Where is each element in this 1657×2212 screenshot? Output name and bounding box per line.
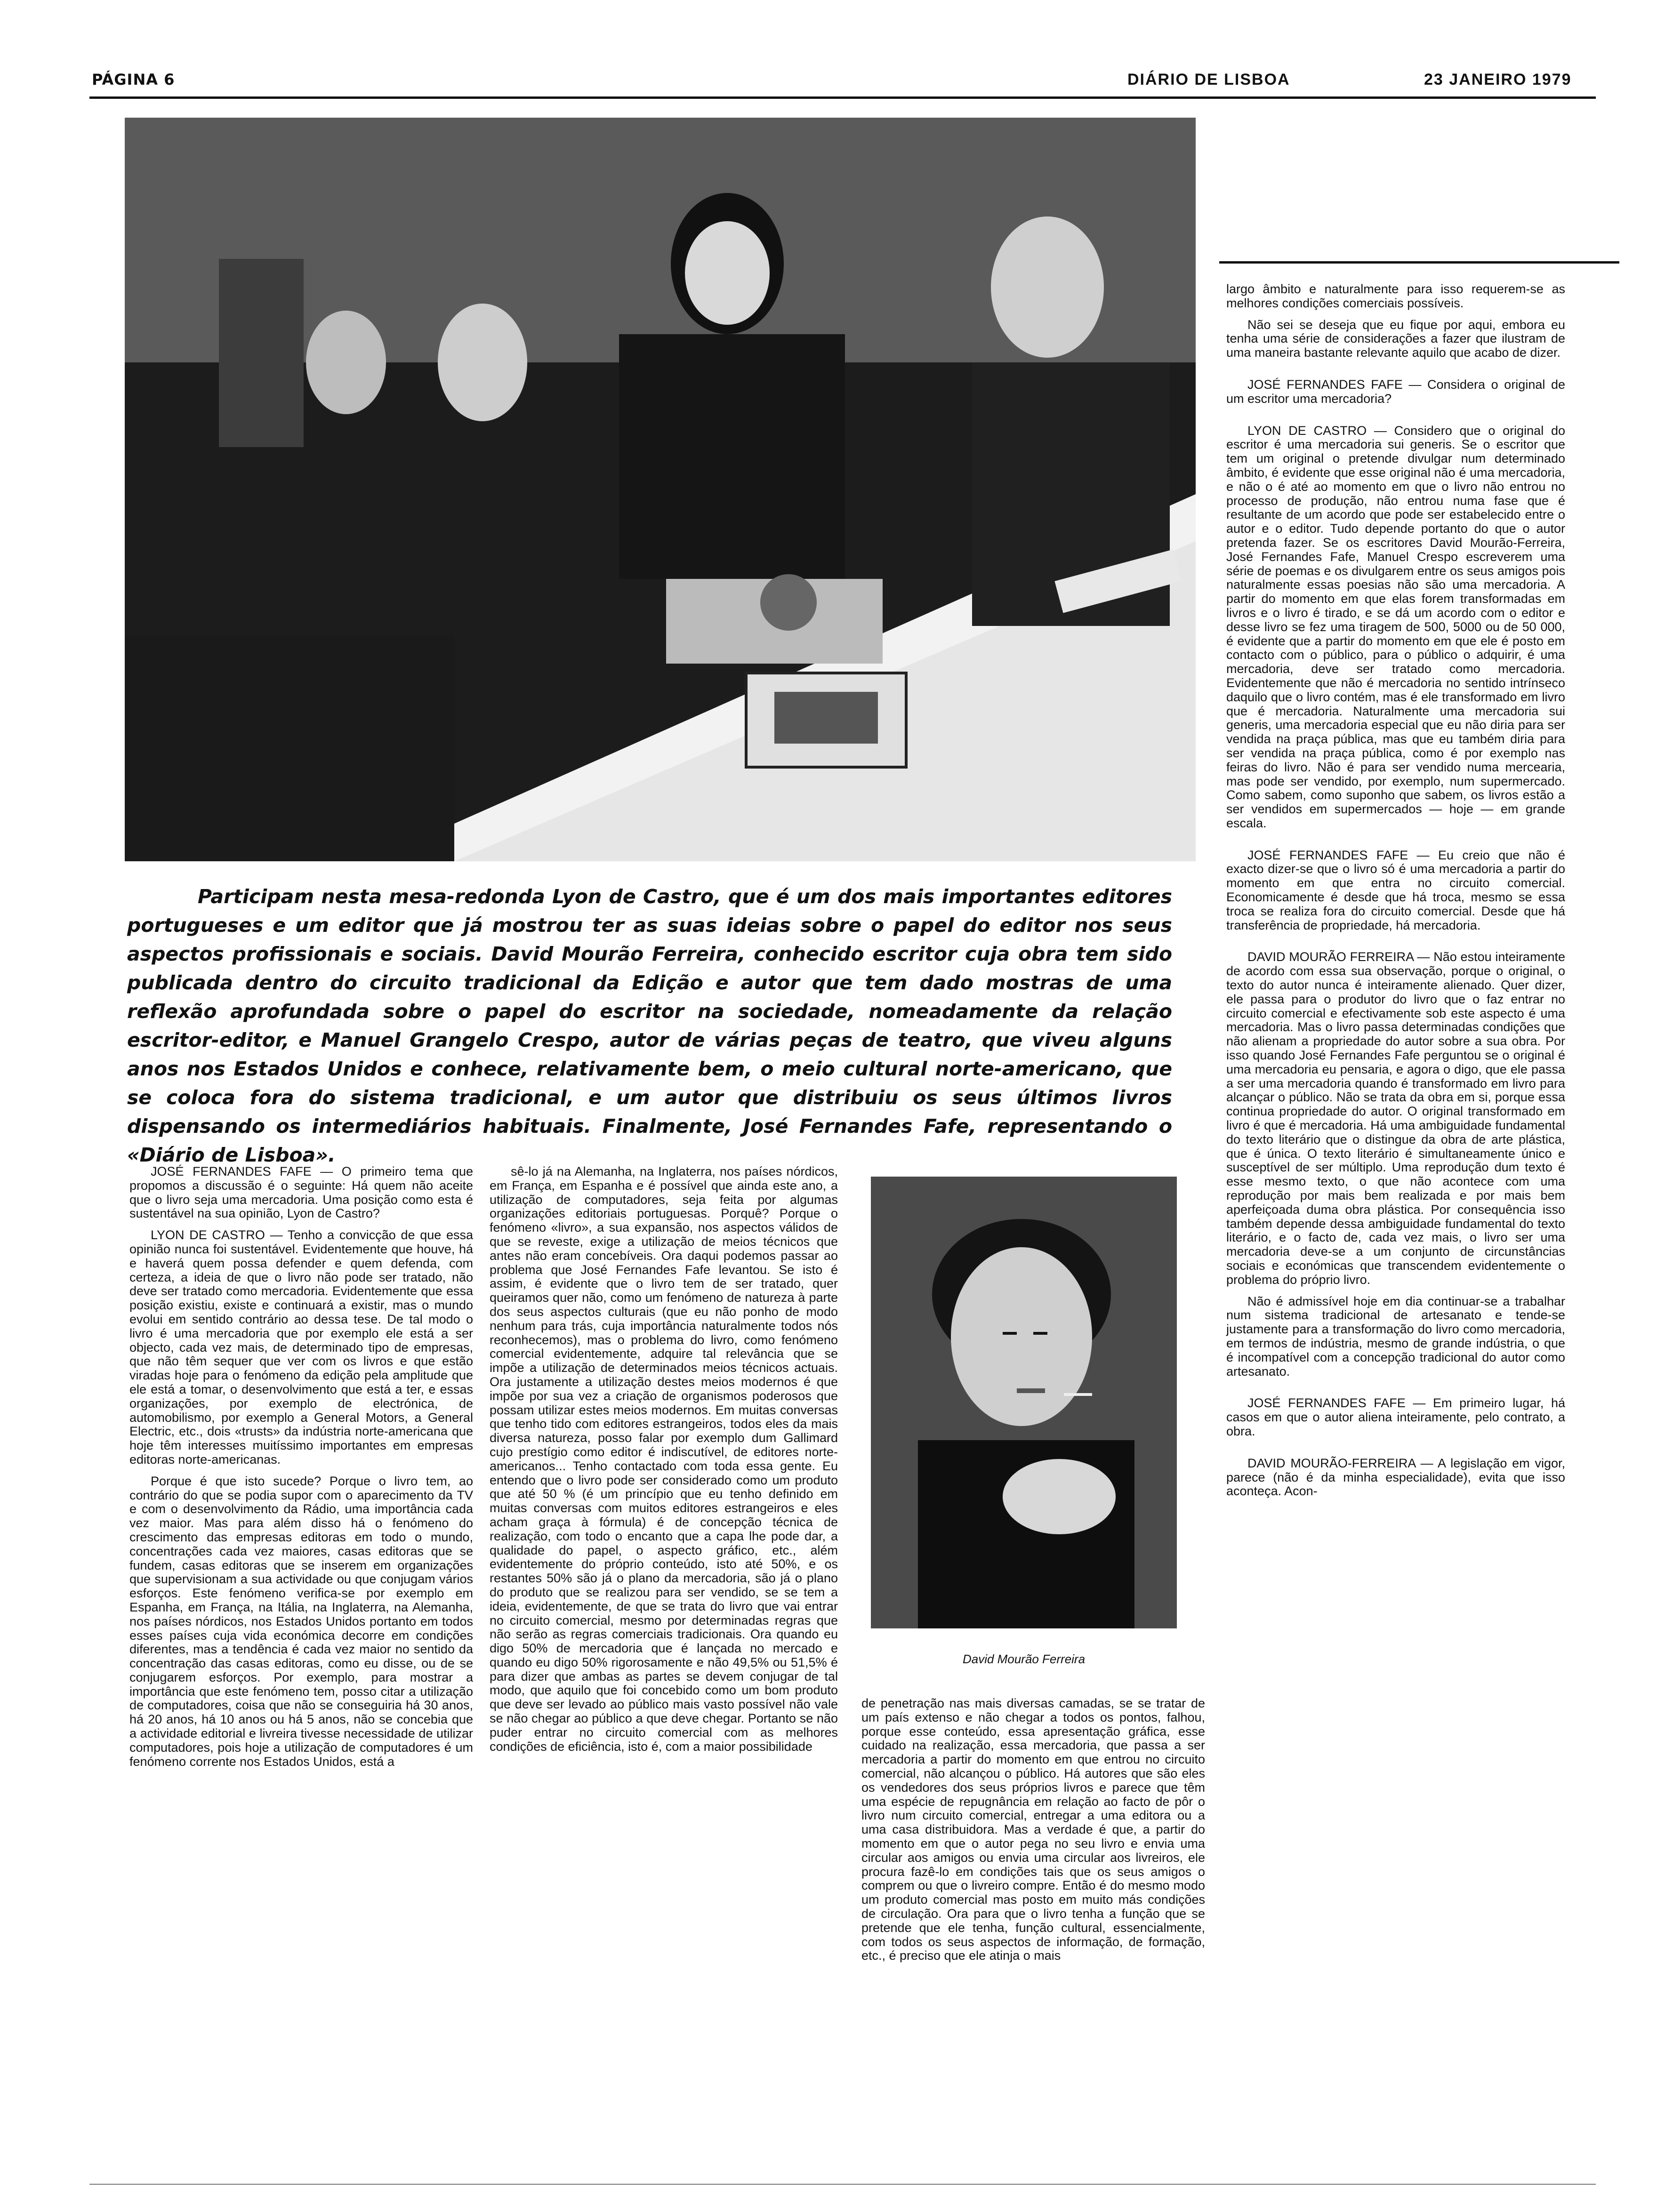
- article-column-2: [490, 1165, 838, 1761]
- article-column-1: [129, 1165, 473, 1776]
- portrait-caption: David Mourão Ferreira: [962, 1652, 1086, 1666]
- paragraph: JOSÉ FERNANDES FAFE — Em primeiro lugar, há casos em que o autor aliena inteiramente, pelo contrato, a obra.: [1226, 1396, 1565, 1438]
- paragraph: LYON DE CASTRO — Tenho a convicção de que essa opinião nunca foi sustentável. Evidentemente que houve, há e haverá quem possa defender e quem defenda, com certeza, a ideia de que o livro não pode ser tratado, não deve ser tratado como mercadoria. Evidentemente que essa posição existiu, existe e continuará a existir, mas o mundo evolui em sentido contrário ao dessa tese. De tal modo o livro é uma mercadoria que por exemplo ele está a ser objecto, cada vez mais, de determinado tipo de empresas, que não têm sequer que ver com os livros e que estão viradas hoje para o fenómeno da edição pela amplitude que ele está a tomar, o desenvolvimento que está a ter, e essas organizações, por exemplo de electrónica, de automobilismo, por exemplo a General Motors, a General Electric, etc., dois «trusts» da indústria norte-americana que hoje têm interesses muitíssimo importantes em empresas editoras norte-americanas.: [129, 1228, 473, 1467]
- paragraph: JOSÉ FERNANDES FAFE — O primeiro tema que propomos a discussão é o seguinte: Há quem não aceite que o livro seja uma mercadoria. Uma posição como esta é sustentável na sua opinião, Lyon de Castro?: [129, 1164, 473, 1221]
- paragraph: JOSÉ FERNANDES FAFE — Eu creio que não é exacto dizer-se que o livro só é uma mercadoria a partir do momento em que entra no circuito comercial. Economicamente é desde que há troca, mesmo se essa troca se realiza fora do circuito comercial. Desde que há transferência de propriedade, há mercadoria.: [1226, 848, 1565, 932]
- paragraph: LYON DE CASTRO — Considero que o original do escritor é uma mercadoria sui generis. Se o escritor que tem um original o pretende divulgar num determinado âmbito, é evidente que esse original não é uma mercadoria, e não o é até ao momento em que o livro não entrou no processo de produção, não entrou numa fase que é resultante de um acordo que pode ser estabelecido entre o autor e o editor. Tudo depende portanto do que o autor pretenda fazer. Se os escritores David Mourão-Ferreira, José Fernandes Fafe, Manuel Crespo escreverem uma série de poemas e os divulgarem entre os seus amigos pois naturalmente essas poesias não são uma mercadoria. A partir do momento em que elas forem transformadas em livros e o livro é tirado, e se dá um acordo com o editor e desse livro se fez uma tiragem de 500, 5000 ou de 50 000, é evidente que a partir do momento em que ele é posto em contacto com o público, para o público o adquirir, é uma mercadoria, deve ser tratado como mercadoria. Evidentemente que não é mercadoria no sentido intrínseco daquilo que o livro contém, mas é ele transformado em livro que é mercadoria. Naturalmente uma mercadoria sui generis, uma mercadoria especial que eu não diria para ser vendida na praça pública, mas que eu também diria para ser vendida na praça pública, como é por exemplo nas feiras do livro. Não é para ser vendido numa mercearia, mas pode ser vendido, por exemplo, num supermercado. Como sabem, como suponho que sabem, os livros estão a ser vendidos em supermercados — hoje — em grande escala.: [1226, 423, 1565, 830]
- article-column-3: [861, 1697, 1205, 1971]
- lead-text: Participam nesta mesa-redonda Lyon de Castro, que é um dos mais importantes editores portugueses e um editor que já mostrou ter as suas ideias sobre o papel do editor nos seus aspectos profissionais e sociais. David Mourão Ferreira, conhecido escritor cuja obra tem sido publicada dentro do circuito tradicional da Edição e autor que tem dado mostras de uma reflexão aprofundada sobre o papel do escritor na sociedade, nomeadamente da relação escritor-editor, e Manuel Grangelo Crespo, autor de várias peças de teatro, que viveu alguns anos nos Estados Unidos e conhece, relativamente bem, o meio cultural norte-americano, que se coloca fora do sistema tradicional, e um autor que distribuiu os seus últimos livros dispensando os intermediários habituais. Finalmente, José Fernandes Fafe, representando o «Diário de Lisboa».: [127, 885, 1172, 1166]
- paragraph: Não sei se deseja que eu fique por aqui, embora eu tenha uma série de considerações a fazer que ilustram de uma maneira bastante relevante aquilo que acabo de dizer.: [1226, 317, 1565, 360]
- paragraph: largo âmbito e naturalmente para isso requerem-se as melhores condições comerciais possíveis.: [1226, 282, 1565, 310]
- article-column-4: [1226, 282, 1565, 1506]
- page-number: PÁGINA 6: [92, 71, 175, 88]
- column-top-rule: [1219, 261, 1619, 264]
- header-rule: [89, 96, 1596, 99]
- paragraph: Não é admissível hoje em dia continuar-se a trabalhar num sistema tradicional de artesanato e tende-se justamente para a transformação do livro como mercadoria, em termos de indústria, mesmo de grande indústria, o que é incompatível com a concepção tradicional do autor como artesanato.: [1226, 1294, 1565, 1378]
- paragraph: DAVID MOURÃO FERREIRA — Não estou inteiramente de acordo com essa sua observação, porque o original, o texto do autor nunca é inteiramente alienado. Quer dizer, ele passa para o produtor do livro que o faz entrar no circuito comercial e efectivamente sob este aspecto é uma mercadoria. Mas o livro passa determinadas condições que não alienam a propriedade do autor sobre a sua obra. Por isso quando José Fernandes Fafe perguntou se o original é uma mercadoria eu pensaria, e agora o digo, que ele passa a ser uma mercadoria quando é transformado em livro para alcançar o público. Não se trata da obra em si, porque essa continua propriedade do autor. O original transformado em livro é que é mercadoria. Há uma ambiguidade fundamental do texto literário que o distingue da obra de arte plástica, que é única. O texto literário é simultaneamente único e susceptível de ser múltiplo. Uma reprodução dum texto é esse mesmo texto, o que não acontece com uma reprodução por mais bem realizada e por mais bem aperfeiçoada duma obra plástica. Por consequência isso também depende dessa ambiguidade fundamental do texto literário, e o facto de, cada vez mais, o livro ser uma mercadoria deve-se a um conjunto de circunstâncias sociais e económicas que transcendem evidentemente o problema do próprio livro.: [1226, 950, 1565, 1287]
- portrait-photo: [871, 1177, 1177, 1628]
- paragraph: Porque é que isto sucede? Porque o livro tem, ao contrário do que se podia supor com o aparecimento da TV e com o desenvolvimento da Rádio, uma importância cada vez maior. Mas para além disso há o fenómeno do crescimento das empresas editoras em todo o mundo, concentrações cada vez maiores, casas editoras que se fundem, casas editoras que se inserem em organizações que supervisionam a sua actividade ou que conjugam vários esforços. Este fenómeno verifica-se por exemplo em Espanha, em França, na Itália, na Inglaterra, na Alemanha, nos países nórdicos, nos Estados Unidos portanto em todos esses países cuja vida económica decorre em condições diferentes, mas a tendência é cada vez maior no sentido da concentração das casas editoras, como eu disse, ou de se conjugarem esforços. Por exemplo, para mostrar a importância que este fenómeno tem, posso citar a utilização de computadores, coisa que não se conseguiria há 30 anos, há 20 anos, há 10 anos ou há 5 anos, não se concebia que a actividade editorial e livreira tivesse necessidade de utilizar computadores, pois hoje a utilização de computadores é um fenómeno corrente nos Estados Unidos, está a: [129, 1474, 473, 1769]
- roundtable-photo-icon: [125, 118, 1196, 861]
- footer-rule: [89, 2184, 1596, 2185]
- paragraph: de penetração nas mais diversas camadas, se se tratar de um país extenso e não chegar a todos os pontos, falhou, porque esse conteúdo, essa apresentação gráfica, esse cuidado na realização, essa mercadoria, que passa a ser mercadoria a partir do momento em que entrou no circuito comercial, não alcançou o público. Há autores que são eles os vendedores dos seus próprios livros e parece que têm uma espécie de repugnância em relação ao facto de pôr o livro num circuito comercial, entregar a uma editora ou a uma casa distribuidora. Mas a verdade é que, a partir do momento em que o autor pega no seu livro e envia uma circular aos amigos ou envia uma circular aos livreiros, ele procura fazê-lo em condições tais que os seus amigos o comprem ou que o livreiro compre. Então é do mesmo modo um produto comercial mas posto em muito más condições de circulação. Ora para que o livro tenha a função que se pretende que ele tenha, função cultural, essencialmente, com todos os seus aspectos de informação, de formação, etc., é preciso que ele atinja o mais: [861, 1696, 1205, 1963]
- paragraph: sê-lo já na Alemanha, na Inglaterra, nos países nórdicos, em França, em Espanha e é possível que ainda este ano, a utilização de computadores, seja feita por algumas organizações editoriais portuguesas. Porquê? Porque o fenómeno «livro», a sua expansão, nos aspectos válidos de que se reveste, exige a utilização de meios técnicos que antes não eram concebíveis. Ora daqui podemos passar ao problema que José Fernandes Fafe levantou. Se isto é assim, é evidente que o livro tem de ser tratado, quer queiramos quer não, como um fenómeno de natureza à parte dos seus aspectos culturais (que eu não ponho de modo nenhum para trás, cuja importância naturalmente todos nós reconhecemos), mas o problema do livro, como fenómeno comercial evidentemente, adquire tal relevância que se impõe a utilização de determinados meios técnicos actuais. Ora justamente a utilização destes meios modernos é que impõe por sua vez a criação de organismos poderosos que possam utilizar estes meios modernos. Em muitas conversas que tenho tido com editores estrangeiros, todos eles da mais diversa natureza, posso falar por exemplo dum Gallimard cujo prestígio como editor é indiscutível, de editores norte-americanos... Tenho contactado com toda essa gente. Eu entendo que o livro pode ser considerado como um produto que até 50 % (é um princípio que eu tenho definido em muitas conversas com muitos editores estrangeiros e eles acham graça à fórmula) é de concepção técnica de realização, com todo o encanto que a capa lhe pode dar, a qualidade do papel, o aspecto gráfico, etc., além evidentemente do próprio conteúdo, isto até 50%, e os restantes 50% são já o plano da mercadoria, são já o plano do produto que se realizou para ser vendido, se se tem a ideia, evidentemente, de que se trata do livro que vai entrar no circuito comercial, mesmo por determinadas regras que não serão as regras comerciais tradicionais. Ora quando eu digo 50% de mercadoria que é lançada no mercado e quando eu digo 50% rigorosamente e não 49,5% ou 51,5% é para dizer que ambas as partes se devem conjugar de tal modo, que aquilo que foi concebido como um bom produto que deve ser levado ao público mais vasto possível não vale se não chegar ao público a que deve chegar. Portanto se não puder entrar no circuito comercial com as melhores condições de eficiência, isto é, com a maior possibilidade: [490, 1164, 838, 1754]
- issue-date: 23 JANEIRO 1979: [1424, 71, 1572, 88]
- lead-paragraph: [127, 882, 1172, 1170]
- roundtable-photo: [125, 118, 1196, 861]
- newspaper-name: DIÁRIO DE LISBOA: [1127, 71, 1290, 88]
- paragraph: JOSÉ FERNANDES FAFE — Considera o original de um escritor uma mercadoria?: [1226, 377, 1565, 406]
- portrait-photo-icon: [871, 1177, 1177, 1628]
- paragraph: DAVID MOURÃO-FERREIRA — A legislação em vigor, parece (não é da minha especialidade), evita que isso aconteça. Acon-: [1226, 1456, 1565, 1499]
